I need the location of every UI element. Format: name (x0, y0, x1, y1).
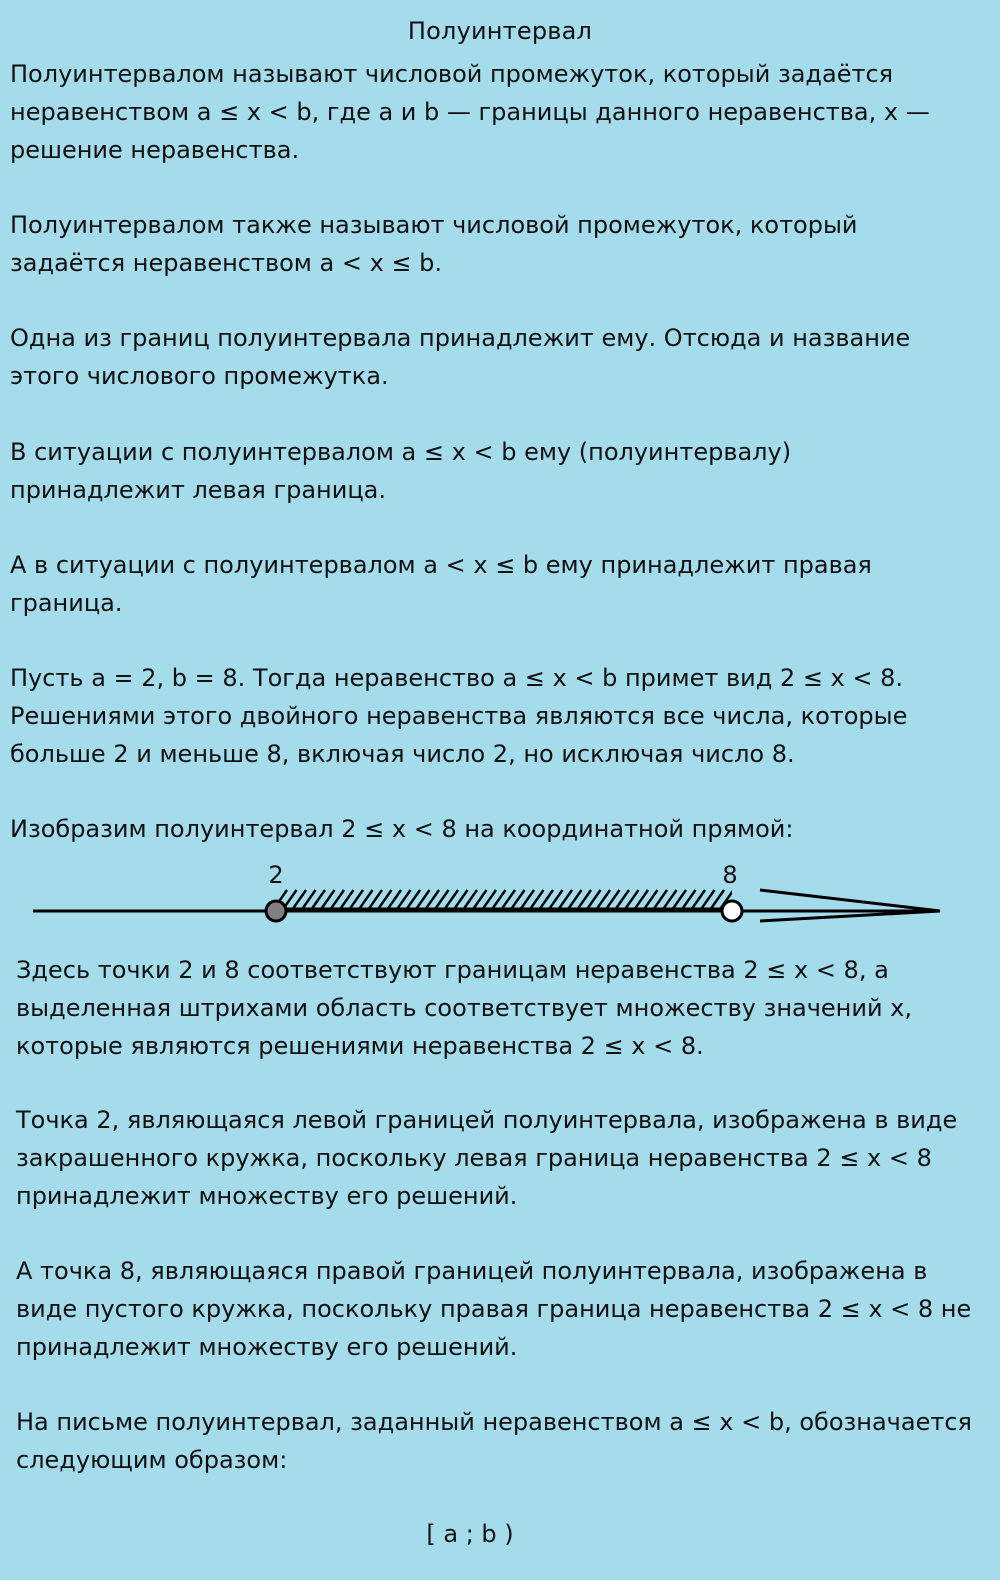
text-line: А точка 8, являющаяся правой границей полуинтервала, изображена в (16, 1257, 928, 1285)
text-line: больше 2 и меньше 8, включая число 2, но исключая число 8. (10, 740, 795, 768)
text-line: На письме полуинтервал, заданный неравенством a ≤ x < b, обозначается (16, 1408, 972, 1436)
text-line: этого числового промежутка. (10, 362, 389, 390)
paragraph-right-boundary (10, 546, 872, 622)
text-line: принадлежит левая граница. (10, 476, 386, 504)
paragraph-number-line-intro (10, 810, 793, 848)
text-line: решение неравенства. (10, 136, 300, 164)
hatched-region (273, 890, 743, 910)
text-line: Решениями этого двойного неравенства являются все числа, которые (10, 702, 908, 730)
text-line: Точка 2, являющаяся левой границей полуинтервала, изображена в виде (16, 1106, 958, 1134)
paragraph-filled-point (16, 1101, 957, 1215)
text-line: Здесь точки 2 и 8 соответствуют границам неравенства 2 ≤ x < 8, а (16, 956, 889, 984)
text-line: граница. (10, 589, 123, 617)
text-line: А в ситуации с полуинтервалом a < x ≤ b ему принадлежит правая (10, 551, 872, 579)
paragraph-notation-intro (16, 1403, 972, 1479)
filled-point (266, 901, 286, 921)
number-line-svg (0, 850, 1000, 940)
number-line-figure (0, 850, 1000, 940)
paragraph-explanation (16, 951, 912, 1065)
text-line: следующим образом: (16, 1446, 288, 1474)
paragraph-empty-point (16, 1252, 971, 1366)
text-line: принадлежит множеству его решений. (16, 1182, 518, 1210)
arrow-head-upper (760, 890, 940, 911)
tick-label-left: 2 (268, 861, 284, 889)
text-line: Полуинтервалом называют числовой промежуток, который задаётся (10, 60, 894, 88)
paragraph-definition-left-closed (10, 55, 930, 169)
paragraph-definition-right-closed (10, 206, 858, 282)
text-line: Одна из границ полуинтервала принадлежит ему. Отсюда и название (10, 324, 911, 352)
text-line: Изобразим полуинтервал 2 ≤ x < 8 на координатной прямой: (10, 815, 794, 843)
paragraph-example (10, 659, 907, 773)
text-line: Пусть a = 2, b = 8. Тогда неравенство a ≤ x < b примет вид 2 ≤ x < 8. (10, 664, 904, 692)
text-line: виде пустого кружка, поскольку правая граница неравенства 2 ≤ x < 8 не (16, 1295, 972, 1323)
text-line: В ситуации с полуинтервалом a ≤ x < b ему (полуинтервалу) (10, 438, 792, 466)
paragraph-left-boundary (10, 433, 791, 509)
paragraph-name-origin (10, 319, 910, 395)
page-title: Полуинтервал (407, 17, 593, 45)
text-line: принадлежит множеству его решений. (16, 1333, 518, 1361)
text-line: закрашенного кружка, поскольку левая граница неравенства 2 ≤ x < 8 (16, 1144, 932, 1172)
text-line: Полуинтервалом также называют числовой промежуток, который (10, 211, 858, 239)
interval-notation: [ a ; b ) (426, 1520, 514, 1548)
empty-point (722, 901, 742, 921)
text-line: которые являются решениями неравенства 2 ≤ x < 8. (16, 1032, 704, 1060)
text-line: выделенная штрихами область соответствует множеству значений x, (16, 994, 913, 1022)
text-line: неравенством a ≤ x < b, где a и b — границы данного неравенства, x — (10, 98, 930, 126)
text-line: задаётся неравенством a < x ≤ b. (10, 249, 443, 277)
tick-label-right: 8 (722, 861, 738, 889)
